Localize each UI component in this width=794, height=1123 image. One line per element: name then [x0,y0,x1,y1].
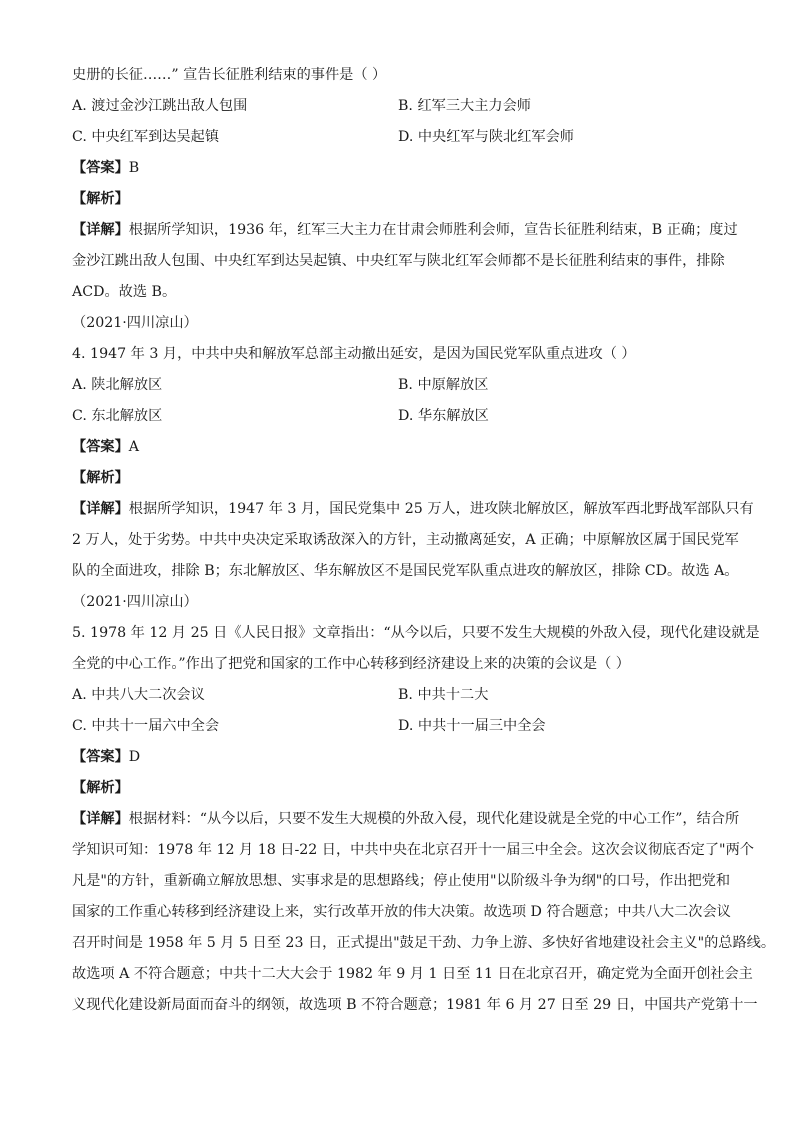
q4-answer-label: 【答案】 [72,439,129,455]
q3-stem-tail: 史册的长征……” 宣告长征胜利结束的事件是（ ） [72,67,387,83]
q5-detail-label: 【详解】 [72,811,129,827]
q3-answer-label: 【答案】 [72,160,129,176]
q3-answer-value: B [128,160,140,176]
q4-source: （2021·四川凉山） [72,315,198,331]
q5-analysis-label: 【解析】 [72,780,129,796]
q3-detail [72,215,738,308]
q3-detail-label: 【详解】 [72,222,129,238]
q4-option-d: D. 华东解放区 [398,408,489,424]
q4-options-row-1 [72,370,722,401]
q3-option-c: C. 中央红军到达吴起镇 [72,129,220,145]
q4-detail-line: 2 万人，处于劣势。中共中央决定采取诱敌深入的方针，主动撤离延安，A 正确；中原解放区属于国民党军 [72,532,739,548]
q4-detail [72,494,754,587]
q3-detail-line: ACD。故选 B。 [72,284,177,300]
q3-option-a: A. 渡过金沙江跳出敌人包围 [72,98,248,114]
q4-options-row-2 [72,401,722,432]
q4-stem: 4. 1947 年 3 月，中共中央和解放军总部主动撤出延安，是因为国民党军队重点进攻（ ） [72,346,636,362]
q4-answer [72,432,722,463]
q5-detail-line [72,804,740,835]
q3-detail-text: 根据所学知识，1936 年，红军三大主力在甘肃会师胜利会师，宣告长征胜利结束，B 正确；度过 [128,222,738,238]
q5-detail-line: 凡是"的方针，重新确立解放思想、实事求是的思想路线；停止使用"以阶级斗争为纲"的口号，作出把党和 [72,873,731,889]
q5-answer [72,742,722,773]
q5-option-d: D. 中共十一届三中全会 [398,718,546,734]
q5-option-b: B. 中共十二大 [398,687,489,703]
q5-detail-line: 学知识可知：1978 年 12 月 18 日-22 日，中共中央在北京召开十一届三中全会。这次会议彻底否定了"两个 [72,842,754,858]
q3-options-row-1 [72,91,722,122]
q5-stem-line: 全党的中心工作。”作出了把党和国家的工作中心转移到经济建设上来的决策的会议是（ ） [72,656,630,672]
q3-detail-line [72,215,738,246]
q4-option-b: B. 中原解放区 [398,377,489,393]
q3-options-row-2 [72,122,722,153]
q4-answer-value: A [128,439,140,455]
q5-option-a: A. 中共八大二次会议 [72,687,205,703]
q5-detail-text: 根据材料：“从今以后，只要不发生大规模的外敌入侵，现代化建设就是全党的中心工作”，结合所 [128,811,740,827]
q3-option-b: B. 红军三大主力会师 [398,98,531,114]
q5-options-row-1 [72,680,722,711]
q5-detail [72,804,776,1021]
q4-option-a: A. 陕北解放区 [72,377,163,393]
q4-detail-line [72,494,754,525]
q4-detail-label: 【详解】 [72,501,129,517]
q4-detail-line: 队的全面进攻，排除 B；东北解放区、华东解放区不是国民党军队重点进攻的解放区，排除 CD。故选 A。 [72,563,739,579]
q5-option-c: C. 中共十一届六中全会 [72,718,220,734]
q3-option-d: D. 中央红军与陕北红军会师 [398,129,574,145]
q3-analysis-label: 【解析】 [72,191,129,207]
q5-stem-line: 5. 1978 年 12 月 25 日《人民日报》文章指出：“从今以后，只要不发生大规模的外敌入侵，现代化建设就是 [72,625,760,641]
q5-detail-line: 故选项 A 不符合题意；中共十二大大会于 1982 年 9 月 1 日至 11 日在北京召开，确定党为全面开创社会主 [72,966,753,982]
q5-answer-label: 【答案】 [72,749,129,765]
q4-option-c: C. 东北解放区 [72,408,163,424]
q4-analysis-label: 【解析】 [72,470,129,486]
exam-page [72,60,776,1021]
q5-answer-value: D [128,749,141,765]
q5-source: （2021·四川凉山） [72,594,198,610]
q5-detail-line: 义现代化建设新局面而奋斗的纲领，故选项 B 不符合题意；1981 年 6 月 27 日至 29 日，中国共产党第十一 [72,997,758,1013]
q3-answer [72,153,722,184]
q5-detail-line: 召开时间是 1958 年 5 月 5 日至 23 日，正式提出"鼓足干劲、力争上游、多快好省地建设社会主义"的总路线。 [72,935,776,951]
q5-options-row-2 [72,711,722,742]
q3-detail-line: 金沙江跳出敌人包围、中央红军到达吴起镇、中央红军与陕北红军会师都不是长征胜利结束的事件，排除 [72,253,725,269]
q4-detail-text: 根据所学知识，1947 年 3 月，国民党集中 25 万人，进攻陕北解放区，解放军西北野战军部队只有 [128,501,754,517]
q5-detail-line: 国家的工作重心转移到经济建设上来，实行改革开放的伟大决策。故选项 D 符合题意；中共八大二次会议 [72,904,731,920]
